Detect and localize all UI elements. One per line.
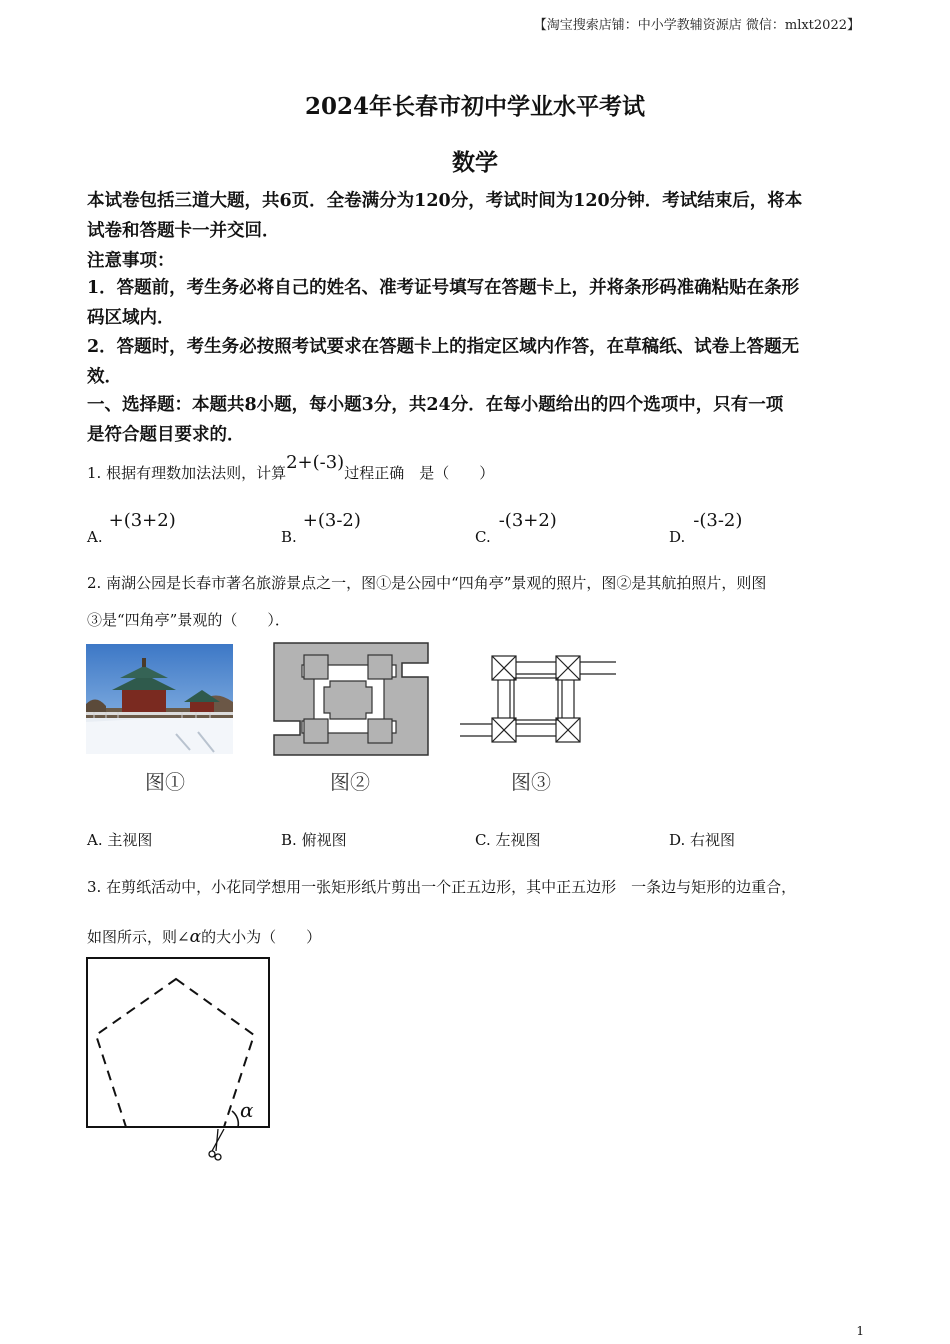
question-3-line-1: 3. 在剪纸活动中，小花同学想用一张矩形纸片剪出一个正五边形，其中正五边形 一条边与矩形的边重合， [87, 878, 797, 896]
exam-title: 2024年长春市初中学业水平考试 [304, 93, 645, 120]
q1-expression: 2+(-3) [286, 452, 345, 473]
figure-3-label: 图③ [511, 770, 551, 794]
view-drawing-figure [458, 652, 618, 746]
pentagon-figure [84, 955, 274, 1165]
note-1-line-1: 1．答题前，考生务必将自己的姓名、准考证号填写在答题卡上，并将条形码准确粘贴在条形 [87, 278, 800, 298]
question-1 [87, 452, 877, 484]
q2-option-d[interactable]: D. 右视图 [669, 831, 736, 849]
subject-title: 数学 [452, 149, 498, 176]
question-2-line-2: ③是“四角亭”景观的（ ）． [87, 611, 290, 629]
q1-suffix: 过程正确 是（ ） [344, 464, 495, 482]
alpha-angle-label: α [240, 1098, 254, 1122]
q1-option-c[interactable]: C.-(3+2) [475, 510, 557, 546]
section-1-line-1: 一、选择题：本题共8小题，每小题3分，共24分．在每小题给出的四个选项中，只有一项 [87, 395, 784, 415]
q2-option-a[interactable]: A. 主视图 [87, 831, 153, 849]
question-2-line-1: 2. 南湖公园是长春市著名旅游景点之一，图①是公园中“四角亭”景观的照片，图②是其航拍照片，则图 [87, 574, 767, 592]
note-2-line-2: 效． [87, 367, 122, 387]
q1-option-d[interactable]: D.-(3-2) [669, 510, 743, 546]
q1-prefix: 1. 根据有理数加法法则，计算 [87, 464, 287, 482]
pavilion-photo [86, 644, 233, 754]
section-1-line-2: 是符合题目要求的． [87, 425, 245, 445]
intro-line-2: 试卷和答题卡一并交回． [87, 221, 280, 241]
q1-option-b[interactable]: B.+(3-2) [281, 510, 361, 546]
header-note: 【淘宝搜索店铺：中小学教辅资源店 微信：mlxt2022】 [533, 18, 860, 33]
note-2 [87, 332, 867, 392]
q1-option-a[interactable]: A.+(3+2) [87, 510, 176, 546]
page-number: 1 [856, 1324, 864, 1338]
notes-heading: 注意事项： [87, 251, 175, 271]
aerial-view-figure [272, 641, 430, 757]
note-1 [87, 273, 867, 333]
section-1-heading [87, 390, 867, 450]
intro-line-1: 本试卷包括三道大题，共6页．全卷满分为120分，考试时间为120分钟．考试结束后，将本 [87, 191, 803, 211]
q2-option-c[interactable]: C. 左视图 [475, 831, 541, 849]
scissors-icon [209, 1129, 224, 1160]
note-2-line-1: 2．答题时，考生务必按照考试要求在答题卡上的指定区域内作答，在草稿纸、试卷上答题无 [87, 337, 800, 357]
question-3-line-2: 如图所示，则∠α的大小为（ ） [87, 927, 322, 947]
figure-1-label: 图① [145, 770, 185, 794]
intro-paragraph [87, 186, 867, 246]
q2-option-b[interactable]: B. 俯视图 [281, 831, 347, 849]
note-1-line-2: 码区域内． [87, 308, 175, 328]
figure-2-label: 图② [330, 770, 370, 794]
